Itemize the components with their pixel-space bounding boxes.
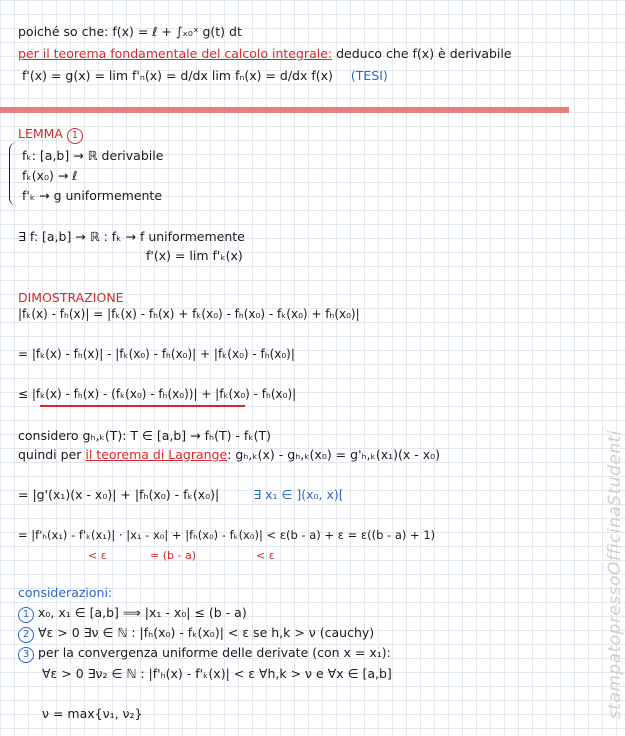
consideration-4: ν = max{ν₁, ν₂}: [42, 706, 143, 721]
header-line-2-rest: deduco che f(x) è derivabile: [332, 46, 512, 61]
proof-eq-1: |fₖ(x) - fₕ(x)| = |fₖ(x) - fₕ(x) + fₖ(x₀) - fₕ(x₀) - fₖ(x₀) + fₕ(x₀)|: [18, 307, 360, 321]
lemma-number: 1: [67, 128, 83, 144]
annotation-2: = (b - a): [150, 549, 196, 562]
annotation-3: < ε: [256, 549, 275, 562]
proof-eq-5: [18, 447, 440, 463]
lemma-hypothesis-2: fₖ(x₀) → ℓ: [22, 168, 78, 183]
proof-eq-6: [18, 487, 344, 503]
proof-eq-3: ≤ |fₖ(x) - fₕ(x) - (fₖ(x₀) - fₕ(x₀))| + |fₖ(x₀) - fₕ(x₀)|: [18, 387, 297, 401]
header-line-1: poiché so che: f(x) = ℓ + ∫ₓ₀ˣ g(t) dt: [18, 24, 242, 39]
red-underline: [40, 405, 245, 407]
watermark: stampatopressoOfficinaStudenti: [605, 430, 625, 720]
section-divider: [0, 107, 569, 113]
consideration-2-number: 2: [18, 627, 34, 643]
theorem-name: per il teorema fondamentale del calcolo integrale:: [18, 46, 333, 61]
lemma-hypothesis-1: fₖ: [a,b] → ℝ derivabile: [22, 148, 164, 163]
annotation-1: < ε: [88, 549, 107, 562]
proof-eq-4: considero gₕ,ₖ(T): T ∈ [a,b] → fₕ(T) - fₖ(T): [18, 428, 272, 443]
header-line-2: [18, 46, 512, 62]
consideration-2: [18, 625, 374, 643]
derivative-equation: f'(x) = g(x) = lim f'ₙ(x) = d/dx lim fₙ(x) = d/dx f(x): [22, 68, 333, 83]
considerations-title: considerazioni:: [18, 585, 113, 600]
proof-title: DIMOSTRAZIONE: [18, 290, 124, 305]
lemma-title: [18, 126, 83, 144]
proof-eq-5-suffix: : gₕ,ₖ(x) - gₕ,ₖ(x₀) = g'ₕ,ₖ(x₁)(x - x₀): [227, 447, 441, 462]
consideration-2-text: ∀ε > 0 ∃ν ∈ ℕ : |fₕ(x₀) - fₖ(x₀)| < ε se h,k > ν (cauchy): [37, 625, 375, 640]
proof-eq-6-main: = |g'(x₁)(x - x₀)| + |fₕ(x₀) - fₖ(x₀)|: [18, 487, 220, 502]
consideration-3-number: 3: [18, 647, 34, 663]
consideration-3b: ∀ε > 0 ∃ν₂ ∈ ℕ : |f'ₕ(x) - f'ₖ(x)| < ε ∀h,k > ν e ∀x ∈ [a,b]: [42, 666, 392, 681]
consideration-1: [18, 605, 247, 623]
lemma-conclusion-1: ∃ f: [a,b] → ℝ : fₖ → f uniformemente: [18, 229, 245, 244]
hypothesis-brace: [9, 142, 18, 206]
consideration-1-number: 1: [18, 607, 34, 623]
thesis-tag: (TESI): [350, 68, 388, 83]
consideration-3: [18, 645, 391, 663]
mean-value-point: ∃ x₁ ∈ ](x₀, x)[: [253, 487, 344, 502]
header-line-3: [22, 68, 388, 84]
proof-eq-2: = |fₖ(x) - fₕ(x)| - |fₖ(x₀) - fₕ(x₀)| + |fₖ(x₀) - fₕ(x₀)|: [18, 347, 295, 361]
consideration-1-text: x₀, x₁ ∈ [a,b] ⟹ |x₁ - x₀| ≤ (b - a): [37, 605, 247, 620]
lagrange-theorem: il teorema di Lagrange: [85, 447, 228, 462]
consideration-3-text: per la convergenza uniforme delle derivate (con x = x₁):: [37, 645, 391, 660]
proof-eq-5-prefix: quindi per: [18, 447, 86, 462]
lemma-label: LEMMA: [18, 126, 63, 141]
lemma-hypothesis-3: f'ₖ → g uniformemente: [22, 188, 163, 203]
lemma-conclusion-2: f'(x) = lim f'ₖ(x): [146, 248, 243, 263]
proof-eq-7: = |f'ₕ(x₁) - f'ₖ(x₁)| · |x₁ - x₀| + |fₕ(x₀) - fₖ(x₀)| < ε(b - a) + ε = ε((b - a) + 1): [18, 528, 436, 542]
